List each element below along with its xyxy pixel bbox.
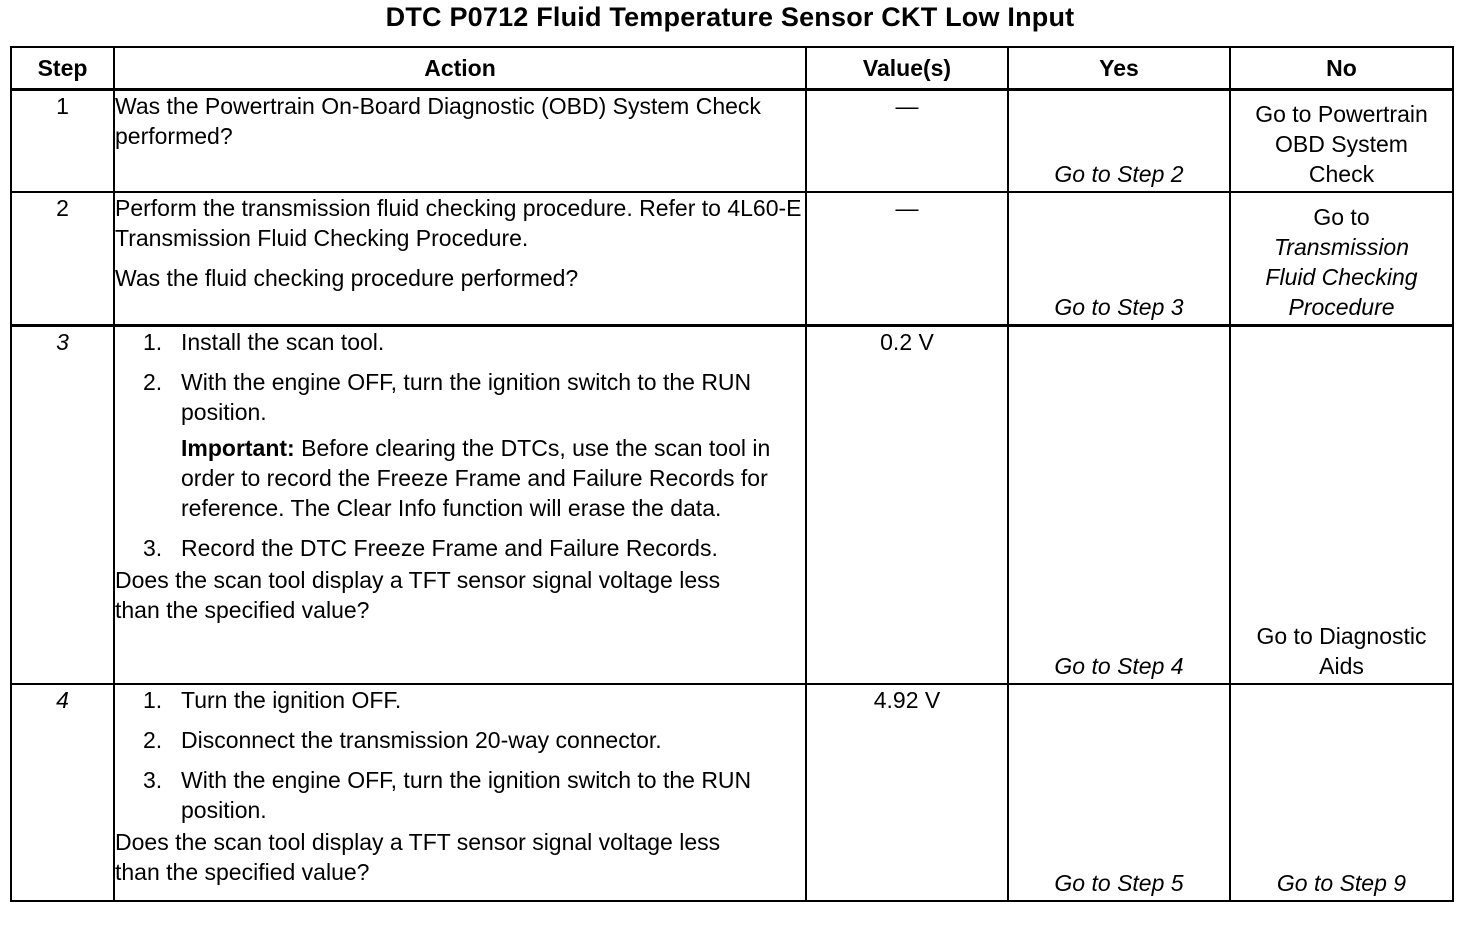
substep [115,725,805,755]
action-question: Does the scan tool display a TFT sensor signal voltage less than the specified value? [115,829,721,885]
value-cell: — [806,90,1008,193]
yes-cell [1008,90,1230,193]
yes-cell [1008,684,1230,901]
step-number: 1 [11,90,114,193]
important-label: Important: [181,435,295,461]
diagnostic-table [10,46,1454,902]
substep-number: 3. [143,535,163,561]
important-text: Before clearing the DTCs, use the scan tool in order to record the Freeze Frame and Failure Records for reference. The Clear Info function will erase the data. [181,435,771,521]
no-link[interactable]: Go to Step 9 [1276,870,1407,896]
substep-text: With the engine OFF, turn the ignition switch to the RUN position. [181,369,752,425]
no-cell [1230,192,1453,326]
header-no: No [1230,47,1453,90]
substep-text: Install the scan tool. [181,329,385,355]
action-cell [114,684,806,901]
substep [115,533,805,563]
important-note [115,433,805,523]
no-line: Go to Powertrain [1255,101,1428,127]
yes-cell [1008,326,1230,685]
table-row [11,684,1453,901]
substep-number: 2. [143,727,163,753]
substep-number: 2. [143,369,163,395]
no-line: Go to Diagnostic [1256,623,1427,649]
no-cell [1230,684,1453,901]
no-line: Go to [1313,204,1370,230]
substep-text: Record the DTC Freeze Frame and Failure Records. [181,535,718,561]
no-line: Check [1308,161,1375,187]
value-cell: 0.2 V [806,326,1008,685]
table-row [11,90,1453,193]
action-text: Perform the transmission fluid checking procedure. Refer to 4L60-E Transmission Fluid Checking Procedure. [115,195,802,251]
no-line: OBD System [1275,131,1408,157]
substep [115,685,805,715]
action-cell [114,192,806,326]
no-line: Transmission [1273,234,1410,260]
step-number: 3 [11,326,114,685]
action-cell [114,90,806,193]
header-step: Step [11,47,114,90]
header-yes: Yes [1008,47,1230,90]
no-link[interactable] [1231,99,1452,189]
no-cell [1230,326,1453,685]
yes-cell [1008,192,1230,326]
action-question: Was the fluid checking procedure performed? [115,265,579,291]
substep [115,327,805,357]
value-cell: — [806,192,1008,326]
substep-text: Disconnect the transmission 20-way connector. [181,727,662,753]
action-cell [114,326,806,685]
step-number: 4 [11,684,114,901]
no-cell [1230,90,1453,193]
substep-list [115,327,805,427]
table-row [11,192,1453,326]
yes-link[interactable]: Go to Step 4 [1054,653,1184,679]
yes-link[interactable]: Go to Step 3 [1054,294,1184,320]
substep-list [115,685,805,825]
header-row [11,47,1453,90]
substep [115,765,805,825]
no-line: Fluid Checking [1265,264,1418,290]
substep-number: 1. [143,687,163,713]
yes-link[interactable]: Go to Step 2 [1054,161,1184,187]
page-title: DTC P0712 Fluid Temperature Sensor CKT Low Input [385,2,1075,32]
substep-text: Turn the ignition OFF. [181,687,402,713]
value-cell: 4.92 V [806,684,1008,901]
header-values: Value(s) [806,47,1008,90]
action-question: Does the scan tool display a TFT sensor signal voltage less than the specified value? [115,567,721,623]
substep-text: With the engine OFF, turn the ignition switch to the RUN position. [181,767,752,823]
no-link[interactable] [1231,621,1452,681]
header-action: Action [114,47,806,90]
substep-list [115,533,805,563]
substep-number: 1. [143,329,163,355]
step-number: 2 [11,192,114,326]
table-row [11,326,1453,685]
no-line: Aids [1319,653,1364,679]
no-line: Procedure [1288,294,1395,320]
yes-link[interactable]: Go to Step 5 [1054,870,1184,896]
substep [115,367,805,427]
no-link[interactable] [1231,202,1452,322]
action-text: Was the Powertrain On-Board Diagnostic (OBD) System Check performed? [115,93,761,149]
substep-number: 3. [143,767,163,793]
